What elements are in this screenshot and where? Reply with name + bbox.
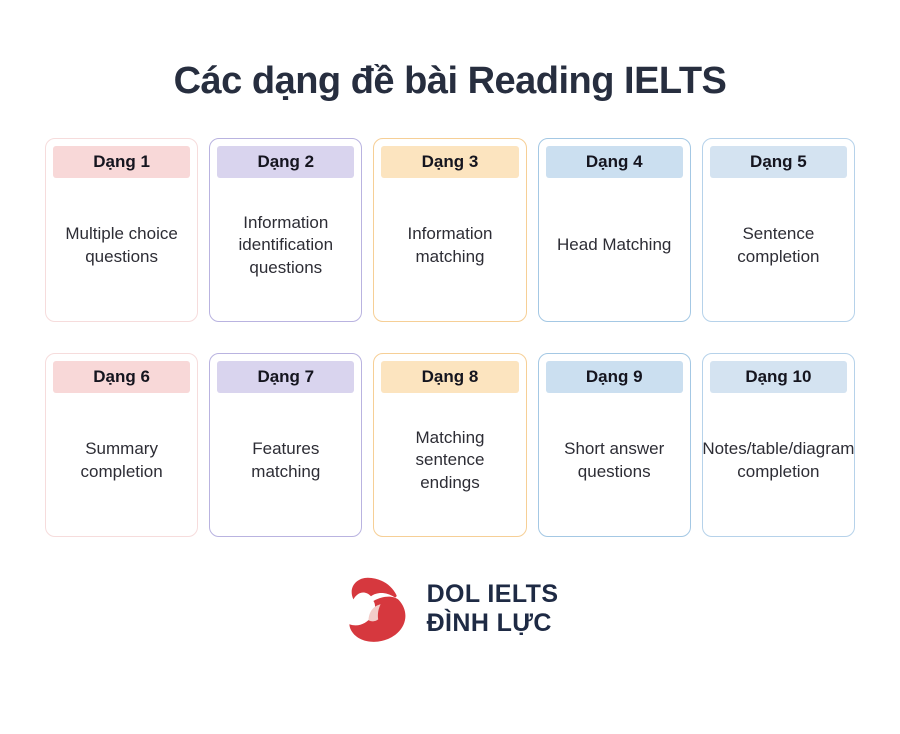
card-dang-10-title: Notes/table/diagram completion	[702, 439, 855, 481]
card-dang-8-badge: Dạng 8	[381, 361, 518, 393]
card-dang-5-title: Sentence completion	[737, 224, 820, 266]
card-dang-9	[538, 353, 691, 537]
card-dang-6	[45, 353, 198, 537]
card-dang-3-title: Information matching	[407, 224, 493, 266]
dol-d-leaf-logo-icon	[342, 573, 416, 645]
card-dang-7-title: Features matching	[251, 439, 321, 481]
card-dang-1	[45, 138, 198, 322]
question-type-cards-grid	[0, 138, 900, 537]
brand-name-line1: DOL IELTS	[426, 580, 559, 608]
card-dang-4-title: Head Matching	[557, 235, 672, 255]
card-dang-4-badge: Dạng 4	[546, 146, 683, 178]
card-dang-1-title: Multiple choice questions	[65, 224, 178, 266]
card-dang-2-title: Information identification questions	[238, 213, 334, 277]
card-dang-2	[209, 138, 362, 322]
card-dang-10	[702, 353, 855, 537]
card-dang-10-badge: Dạng 10	[710, 361, 847, 393]
brand-name-line2: ĐÌNH LỰC	[426, 609, 552, 637]
brand-name	[427, 580, 559, 638]
page-title: Các dạng đề bài Reading IELTS	[173, 60, 727, 102]
brand-footer	[0, 573, 900, 645]
card-dang-4	[538, 138, 691, 322]
card-dang-9-title: Short answer questions	[564, 439, 665, 481]
card-dang-7	[209, 353, 362, 537]
card-dang-5	[702, 138, 855, 322]
card-dang-6-badge: Dạng 6	[53, 361, 190, 393]
card-dang-8-title: Matching sentence endings	[415, 428, 485, 492]
card-dang-5-badge: Dạng 5	[710, 146, 847, 178]
card-dang-9-badge: Dạng 9	[546, 361, 683, 393]
card-dang-8	[373, 353, 526, 537]
logo-upper-swoosh	[351, 578, 396, 600]
card-dang-3	[373, 138, 526, 322]
card-dang-6-title: Summary completion	[80, 439, 163, 481]
card-dang-3-badge: Dạng 3	[381, 146, 518, 178]
card-dang-1-badge: Dạng 1	[53, 146, 190, 178]
card-dang-7-badge: Dạng 7	[217, 361, 354, 393]
card-dang-2-badge: Dạng 2	[217, 146, 354, 178]
